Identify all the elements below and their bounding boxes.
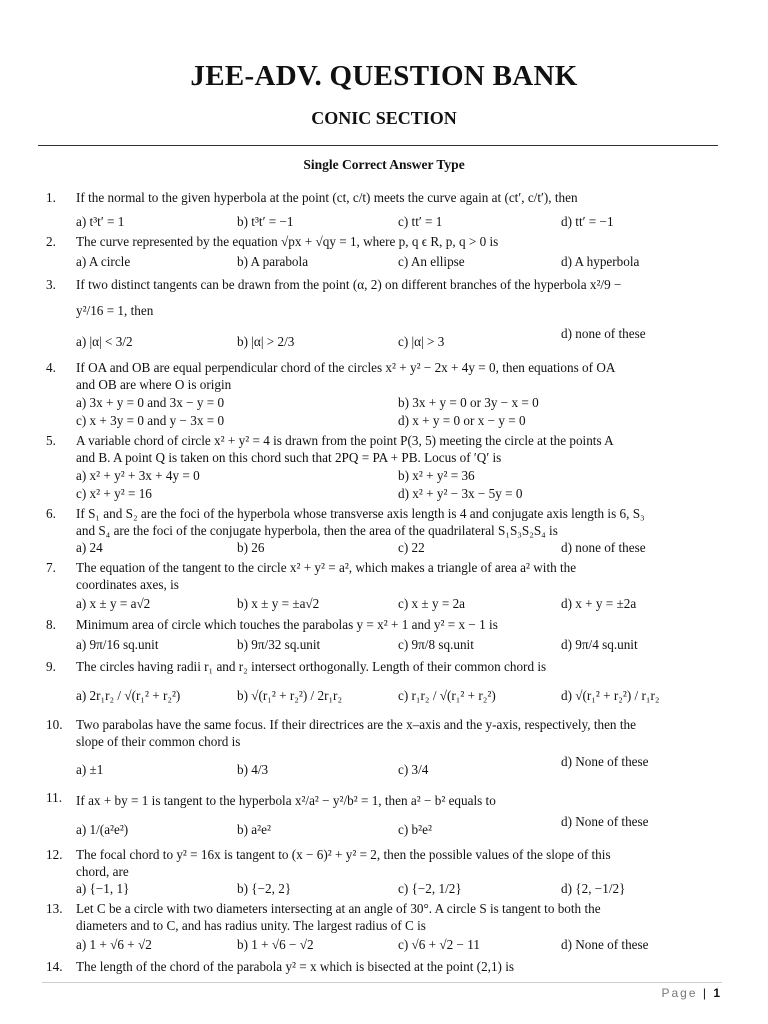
section-heading: Single Correct Answer Type [303,157,465,172]
question-number: 1. [46,190,56,205]
question-text: The length of the chord of the parabola y² = x which is bisected at the point (2,1) is [76,959,515,974]
options-11 [76,814,736,840]
question-9 [46,658,726,675]
options-2 [76,254,736,272]
option-c: c) x ± y = 2a [398,596,466,611]
page-subtitle: CONIC SECTION [311,108,457,128]
question-number: 10. [46,717,63,732]
question-text: If OA and OB are equal perpendicular chord of the circles x² + y² − 2x + 4y = 0, then equations of OA [76,360,616,375]
option-c: c) 22 [398,540,425,555]
options-5 [76,468,736,501]
option-c: c) √6 + √2 − 11 [398,937,480,952]
question-number: 14. [46,959,63,974]
option-b: b) 9π/32 sq.unit [237,637,321,652]
options-10 [76,754,736,780]
question-text: If two distinct tangents can be drawn from the point (α, 2) on different branches of the hyperbola x²/9 − [76,277,622,292]
question-number: 7. [46,560,56,575]
question-number: 11. [46,790,62,805]
question-text-cont: and S₄ are the foci of the conjugate hyperbola, then the area of the quadrilateral S₁S₃S₂S₄ is [76,523,558,538]
page-label: Page [661,986,698,1000]
option-c: c) tt′ = 1 [398,214,443,229]
question-number: 4. [46,360,56,375]
option-b: b) t³t′ = −1 [237,214,294,229]
option-b: b) 26 [237,540,265,555]
question-text-cont: chord, are [76,864,129,879]
question-12 [46,846,726,880]
question-7 [46,559,726,593]
question-number: 5. [46,433,56,448]
question-3 [46,276,726,319]
option-d: d) none of these [561,326,646,341]
option-b: b) {−2, 2} [237,881,292,896]
question-number: 8. [46,617,56,632]
options-7 [76,596,736,614]
footer-divider [42,982,722,983]
option-a: a) 24 [76,540,103,555]
question-text-cont: y²/16 = 1, then [76,303,154,318]
options-3 [76,326,736,352]
question-13 [46,900,726,934]
question-2 [46,233,726,250]
option-a: a) |α| < 3/2 [76,334,133,349]
option-c: c) |α| > 3 [398,334,445,349]
options-1 [76,214,736,232]
option-c: c) x² + y² = 16 [76,486,152,501]
option-a: a) x ± y = a√2 [76,596,151,611]
option-c: c) r₁r₂ / √(r₁² + r₂²) [398,688,496,703]
question-text-cont: diameters and to C, and has radius unity. The largest radius of C is [76,918,426,933]
question-text-cont: slope of their common chord is [76,734,241,749]
option-d: d) none of these [561,540,646,555]
question-text: Let C be a circle with two diameters intersecting at an angle of 30°. A circle S is tangent to both the [76,901,601,916]
option-a: a) ±1 [76,762,104,777]
option-d: d) x + y = ±2a [561,596,637,611]
options-4 [76,395,736,428]
option-d: d) {2, −1/2} [561,881,626,896]
question-14 [46,958,726,975]
option-d: d) None of these [561,814,649,829]
page-number: 1 [713,986,720,1000]
option-a: a) {−1, 1} [76,881,130,896]
question-number: 12. [46,847,63,862]
option-b: b) x ± y = ±a√2 [237,596,320,611]
option-d: d) tt′ = −1 [561,214,614,229]
option-a: a) t³t′ = 1 [76,214,125,229]
options-9 [76,688,736,706]
question-text: If S₁ and S₂ are the foci of the hyperbola whose transverse axis length is 4 and conjugate axis length is 6, S₃ [76,506,645,521]
question-11 [46,789,726,809]
option-a: a) 9π/16 sq.unit [76,637,159,652]
option-c: c) An ellipse [398,254,465,269]
question-text-cont: and B. A point Q is taken on this chord such that 2PQ = PA + PB. Locus of ′Q′ is [76,450,502,465]
option-c: c) {−2, 1/2} [398,881,462,896]
option-b: b) x² + y² = 36 [398,468,475,483]
question-text-cont: and OB are where O is origin [76,377,232,392]
question-5 [46,432,726,466]
option-b: b) 1 + √6 − √2 [237,937,314,952]
option-b: b) 3x + y = 0 or 3y − x = 0 [398,395,539,410]
question-text: The equation of the tangent to the circle x² + y² = a², which makes a triangle of area a² with the [76,560,577,575]
question-text: Two parabolas have the same focus. If their directrices are the x–axis and the y-axis, respectively, then the [76,717,636,732]
option-a: a) 1 + √6 + √2 [76,937,152,952]
question-text: A variable chord of circle x² + y² = 4 is drawn from the point P(3, 5) meeting the circle at the points A [76,433,614,448]
question-number: 2. [46,234,56,249]
option-d: d) None of these [561,754,649,769]
question-text: If the normal to the given hyperbola at the point (ct, c/t) meets the curve again at (ct′, c/t′), then [76,190,578,205]
option-b: b) √(r₁² + r₂²) / 2r₁r₂ [237,688,343,703]
option-c: c) x + 3y = 0 and y − 3x = 0 [76,413,225,428]
question-text: If ax + by = 1 is tangent to the hyperbola x²/a² − y²/b² = 1, then a² − b² equals to [76,793,496,808]
question-text: The circles having radii r₁ and r₂ intersect orthogonally. Length of their common chord is [76,659,547,674]
page-footer: Page | 1 [661,986,720,1000]
option-d: d) x² + y² − 3x − 5y = 0 [398,486,523,501]
page-title: JEE-ADV. QUESTION BANK [190,60,578,92]
option-b: b) |α| > 2/3 [237,334,295,349]
option-c: c) 3/4 [398,762,429,777]
question-8 [46,616,726,633]
option-a: a) A circle [76,254,131,269]
question-text: Minimum area of circle which touches the parabolas y = x² + 1 and y² = x − 1 is [76,617,498,632]
option-d: d) √(r₁² + r₂²) / r₁r₂ [561,688,660,703]
option-c: c) 9π/8 sq.unit [398,637,474,652]
option-d: d) x + y = 0 or x − y = 0 [398,413,526,428]
question-text-cont: coordinates axes, is [76,577,179,592]
question-text: The curve represented by the equation √px + √qy = 1, where p, q ϵ R, p, q > 0 is [76,234,499,249]
option-b: b) A parabola [237,254,309,269]
option-b: b) 4/3 [237,762,269,777]
options-8 [76,637,736,655]
question-10 [46,716,726,750]
option-d: d) 9π/4 sq.unit [561,637,638,652]
option-d: d) A hyperbola [561,254,640,269]
option-a: a) x² + y² + 3x + 4y = 0 [76,468,200,483]
option-c: c) b²e² [398,822,432,837]
options-13 [76,937,736,955]
question-number: 3. [46,277,56,292]
question-number: 6. [46,506,56,521]
options-6 [76,540,736,558]
option-a: a) 2r₁r₂ / √(r₁² + r₂²) [76,688,181,703]
options-12 [76,881,736,899]
question-6 [46,505,726,539]
question-number: 13. [46,901,63,916]
title-divider [38,145,718,146]
question-4 [46,359,726,393]
question-1 [46,189,726,206]
option-b: b) a²e² [237,822,271,837]
option-a: a) 3x + y = 0 and 3x − y = 0 [76,395,225,410]
question-number: 9. [46,659,56,674]
option-a: a) 1/(a²e²) [76,822,129,837]
question-text: The focal chord to y² = 16x is tangent to (x − 6)² + y² = 2, then the possible values of the slope of this [76,847,611,862]
option-d: d) None of these [561,937,649,952]
